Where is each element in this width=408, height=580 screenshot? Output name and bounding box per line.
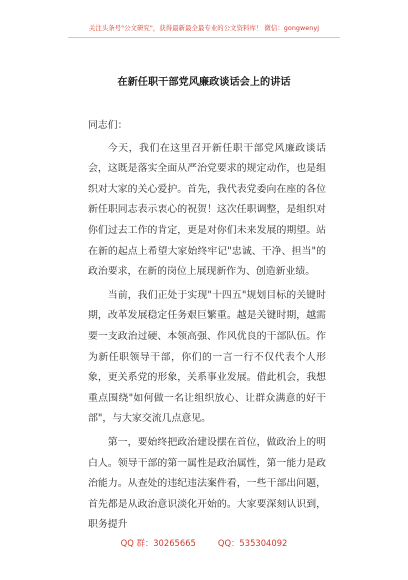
paragraph-3: 第一，要始终把政治建设摆在首位，做政治上的明白人。领导干部的第一属性是政治属性，第一能力是政治能力。从查处的违纪违法案件看，一些干部出问题，首先都是从政治意识淡化开始的。大家要深刻认识到，职务提升 — [88, 436, 326, 531]
document-title: 在新任职干部党风廉政谈话会上的讲话 — [117, 77, 291, 88]
header-banner: 关注头条号"公文研究"，获得最新最全最专业的公文资料库！ 微信：gongwenyj — [88, 24, 320, 32]
footer-qq: QQ：535304092 — [217, 538, 288, 548]
paragraph-1: 今天，我们在这里召开新任职干部党风廉政谈话会，这既是落实全面从严治党要求的规定动作，也是组织对大家的关心爱护。首先，我代表党委向在座的各位新任职同志表示衷心的祝贺！这次任职调整，是组织对你们过去工作的肯定，更是对你们未来发展的期望。站在新的起点上希望大家始终牢记"忠诚、干净、担当"的政治要求，在新的岗位上展现新作为、创造新业绩。 — [88, 142, 326, 278]
document-body — [88, 116, 326, 539]
footer-qq-group: QQ 群：30265665 — [120, 538, 196, 548]
header-divider — [68, 37, 340, 38]
paragraph-2: 当前，我们正处于实现"十四五"规划目标的关键时期，改革发展稳定任务艰巨繁重。越是关键时期，越需要一支政治过硬、本领高强、作风优良的干部队伍。作为新任职领导干部，你们的一言一行不仅代表个人形象，更关系党的形象，关系事业发展。借此机会，我想重点围绕"如何做一名让组织放心、让群众满意的好干部"，与大家交流几点意见。 — [88, 289, 326, 425]
salutation: 同志们： — [88, 120, 128, 131]
footer-contact — [0, 537, 408, 549]
